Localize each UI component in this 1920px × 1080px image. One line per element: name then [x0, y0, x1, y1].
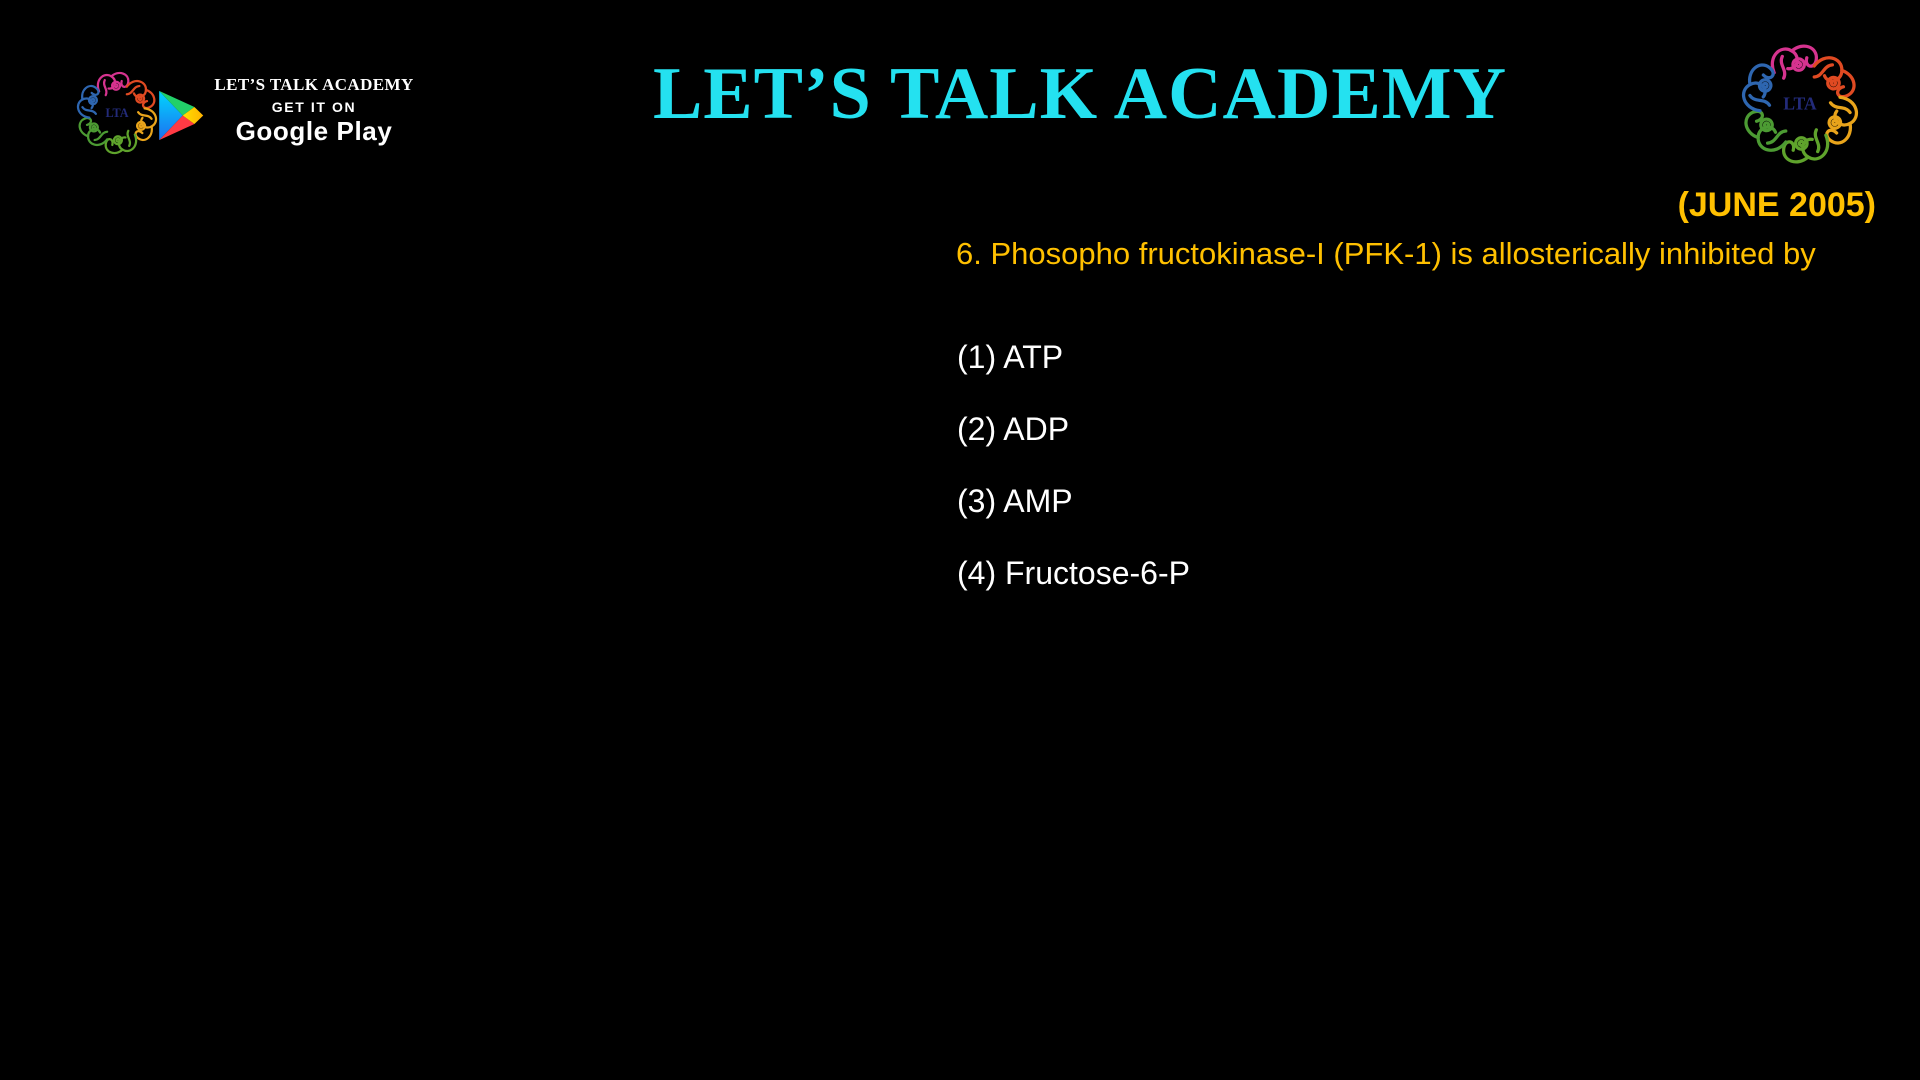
- page-title: LET’S TALK ACADEMY: [652, 53, 1508, 135]
- google-play-badge-text: [207, 76, 421, 145]
- option-1: (1) ATP: [957, 339, 1064, 375]
- badge-store-name: Google Play: [235, 116, 393, 146]
- option-3: (3) AMP: [957, 483, 1073, 519]
- options-list: [957, 340, 1190, 628]
- academy-logo-left: [70, 66, 164, 160]
- google-play-icon: [158, 84, 205, 147]
- google-play-badge[interactable]: [158, 76, 421, 147]
- badge-get-it-on-label: GET IT ON: [271, 99, 357, 115]
- academy-logo-right: [1732, 36, 1868, 172]
- badge-academy-name: LET’S TALK ACADEMY: [214, 75, 414, 94]
- question-text: 6. Phosopho fructokinase-I (PFK-1) is allosterically inhibited by: [956, 236, 1816, 271]
- option-2: (2) ADP: [957, 411, 1070, 447]
- option-4: (4) Fructose-6-P: [957, 555, 1190, 591]
- exam-session-badge: (JUNE 2005): [1677, 186, 1876, 224]
